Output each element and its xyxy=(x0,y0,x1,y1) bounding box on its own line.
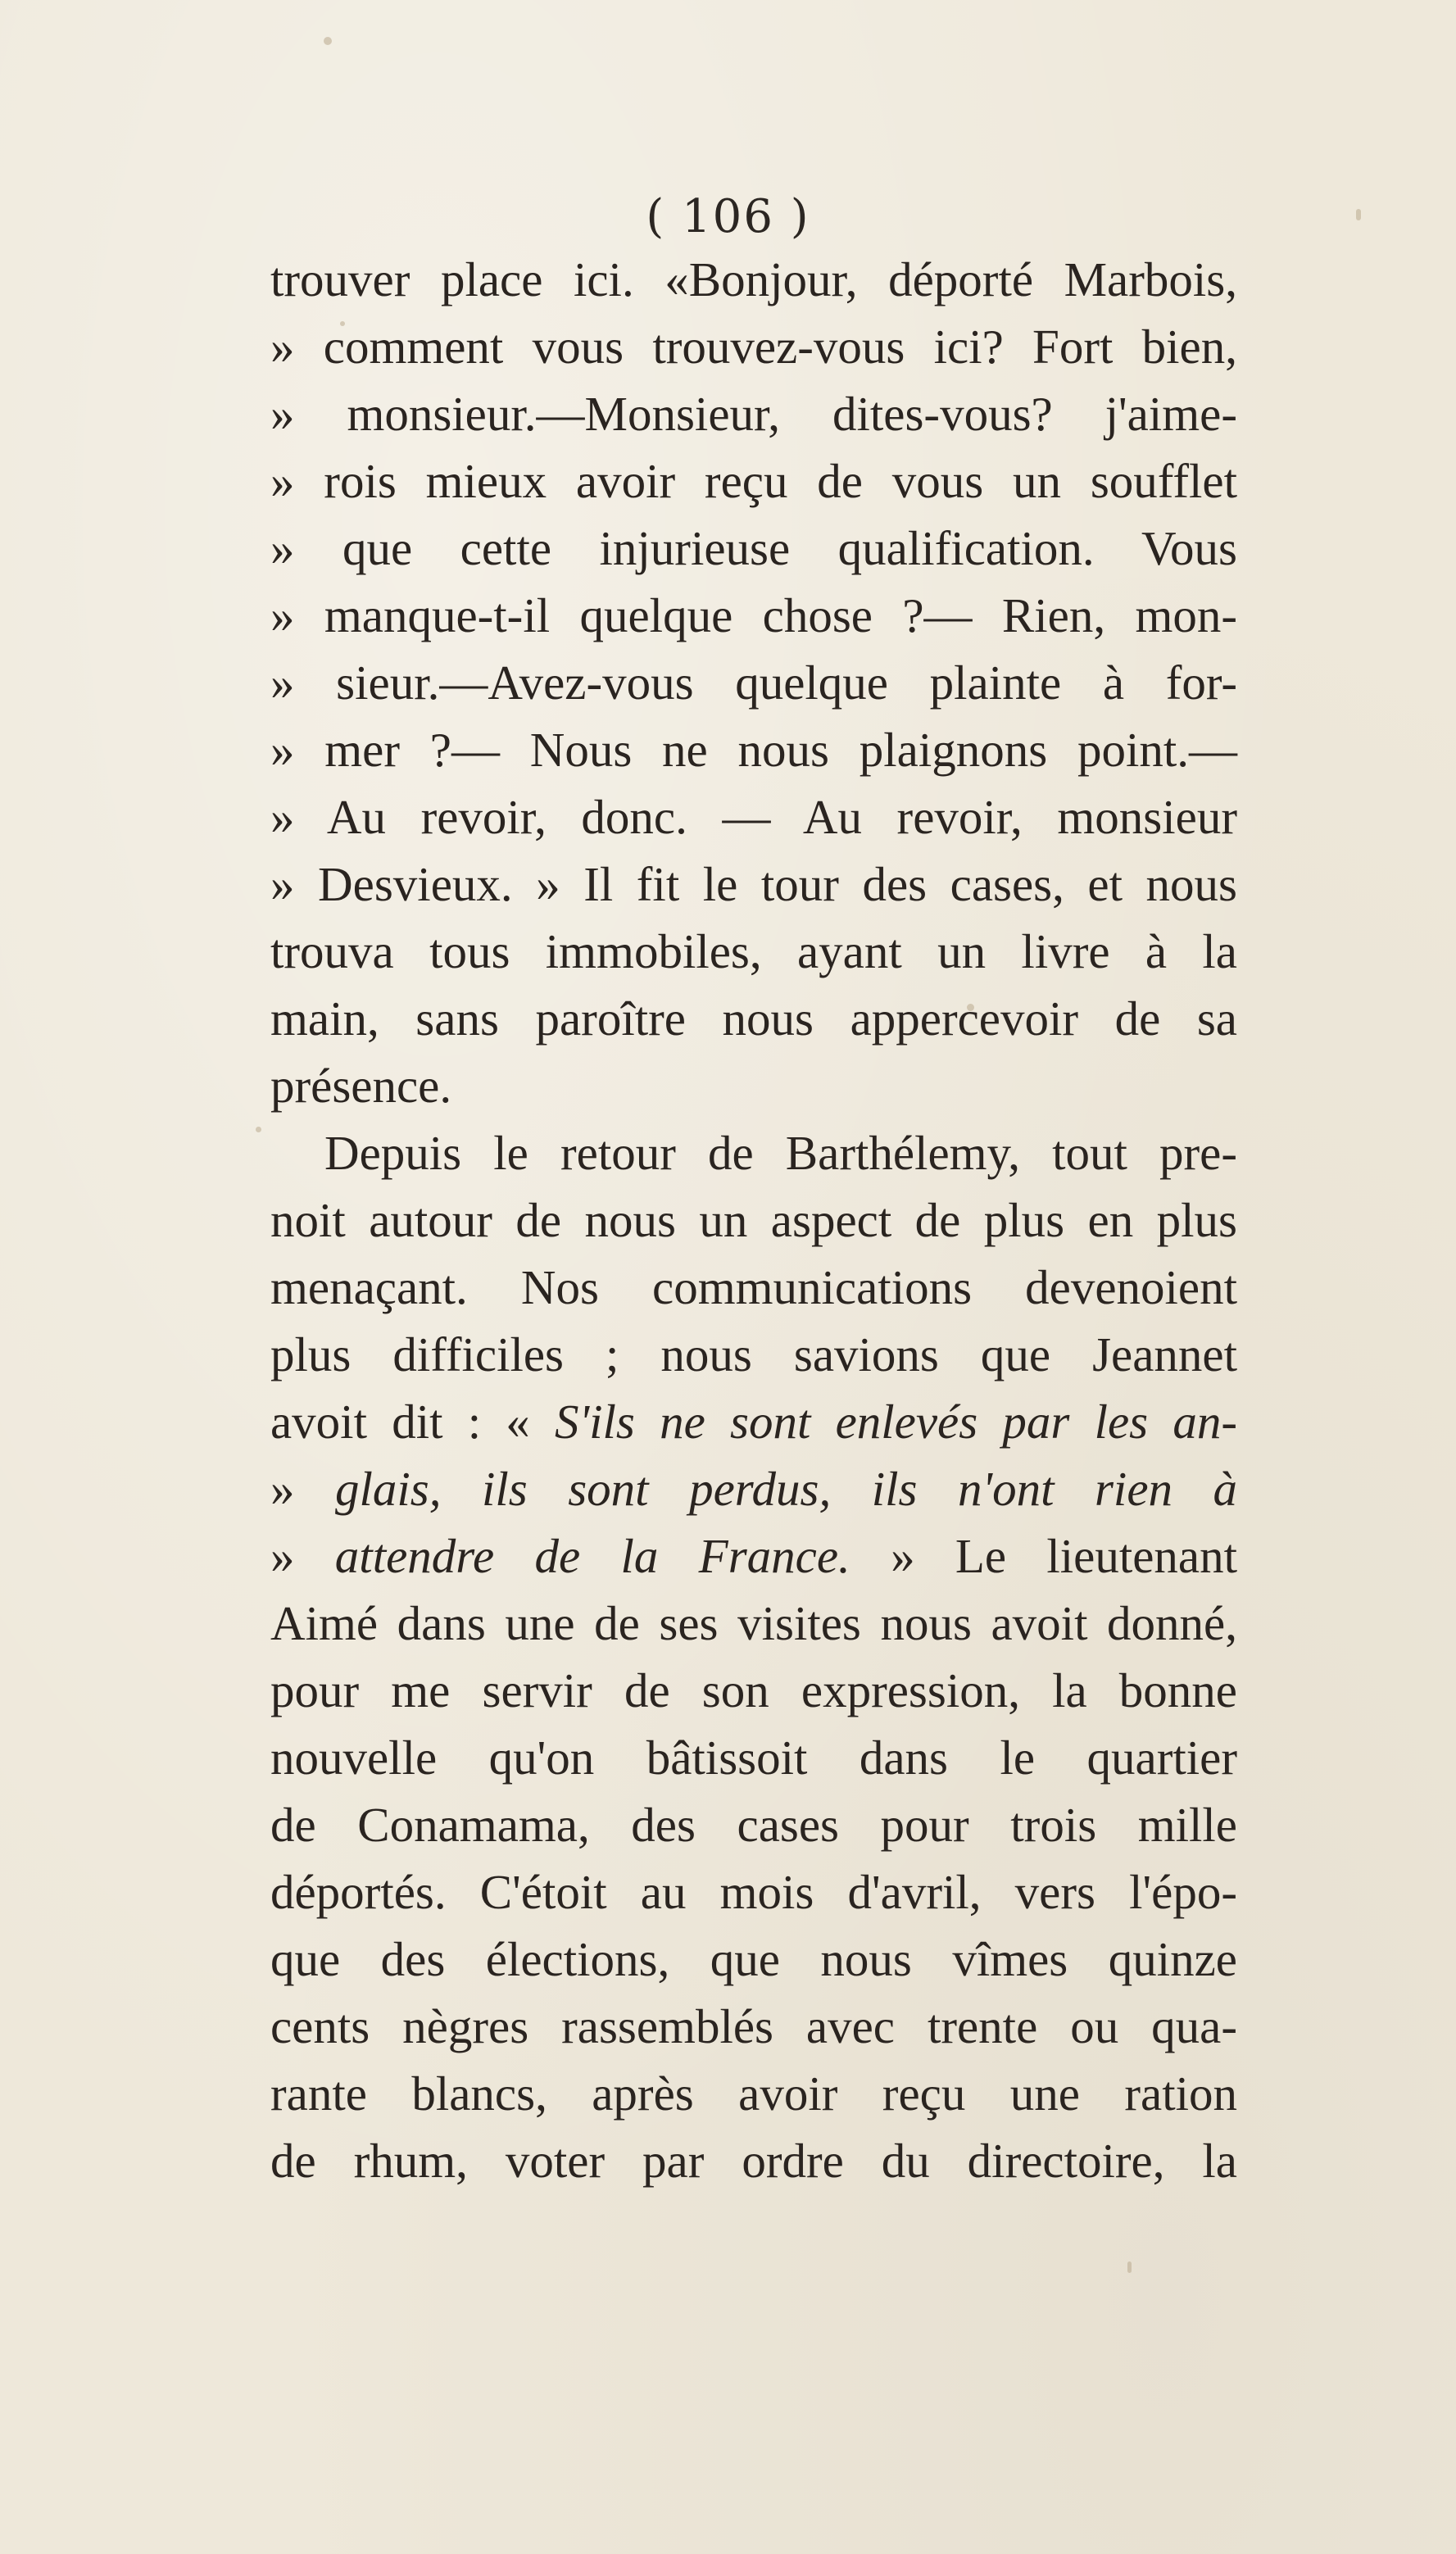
text-line: présence. xyxy=(270,1059,452,1113)
text-line: noit autour de nous un aspect de plus en plus xyxy=(270,1193,1237,1247)
text-line: que des élections, que nous vîmes quinze xyxy=(270,1932,1237,1986)
text-line: » monsieur.—Monsieur, dites-vous? j'aime- xyxy=(270,387,1237,441)
text-line: » manque-t-il quelque chose ?— Rien, mon- xyxy=(270,588,1237,642)
text-line: menaçant. Nos communications devenoient xyxy=(270,1260,1237,1314)
paper-speck xyxy=(256,1127,261,1132)
text-line xyxy=(270,1455,1237,1522)
text-line: pour me servir de son expression, la bonne xyxy=(270,1663,1237,1717)
italic-quote: attendre de la France. xyxy=(334,1529,850,1583)
text-line: plus difficiles ; nous savions que Jeannet xyxy=(270,1327,1237,1381)
text-line: » comment vous trouvez-vous ici? Fort bien, xyxy=(270,320,1237,374)
text-line: de rhum, voter par ordre du directoire, la xyxy=(270,2134,1237,2188)
text-line: cents nègres rassemblés avec trente ou qua- xyxy=(270,1999,1237,2053)
text-line: » Desvieux. » Il fit le tour des cases, et nous xyxy=(270,857,1237,911)
text-segment: avoit dit : « xyxy=(270,1395,556,1449)
text-line: de Conamama, des cases pour trois mille xyxy=(270,1798,1237,1852)
page-number: ( 106 ) xyxy=(646,190,810,243)
text-line xyxy=(270,1522,1237,1590)
body-text xyxy=(270,246,1237,2194)
paragraph-start-line: Depuis le retour de Barthélemy, tout pre- xyxy=(324,1126,1237,1180)
text-line: » mer ?— Nous ne nous plaignons point.— xyxy=(270,723,1237,777)
text-segment: » xyxy=(270,1462,335,1516)
text-line: trouva tous immobiles, ayant un livre à la xyxy=(270,924,1237,978)
text-line: » sieur.—Avez-vous quelque plainte à for- xyxy=(270,656,1237,710)
text-line: » que cette injurieuse qualification. Vous xyxy=(270,521,1237,575)
paper-speck xyxy=(1127,2261,1132,2273)
paper-speck xyxy=(324,37,332,45)
text-line: rante blancs, après avoir reçu une ration xyxy=(270,2066,1237,2121)
text-line xyxy=(270,1388,1237,1455)
text-line: déportés. C'étoit au mois d'avril, vers l'épo- xyxy=(270,1865,1237,1919)
italic-quote: S'ils ne sont enlevés par les an- xyxy=(555,1395,1237,1449)
text-line: Aimé dans une de ses visites nous avoit donné, xyxy=(270,1596,1237,1650)
text-line: trouver place ici. «Bonjour, déporté Marbois, xyxy=(270,252,1237,306)
text-line: main, sans paroître nous appercevoir de sa xyxy=(270,991,1237,1046)
text-line: » Au revoir, donc. — Au revoir, monsieur xyxy=(270,790,1237,844)
italic-quote: glais, ils sont perdus, ils n'ont rien à xyxy=(335,1462,1237,1516)
text-segment: » Le lieutenant xyxy=(850,1529,1238,1583)
text-segment: » xyxy=(270,1529,335,1583)
text-line: » rois mieux avoir reçu de vous un soufflet xyxy=(270,454,1237,508)
text-line: nouvelle qu'on bâtissoit dans le quartier xyxy=(270,1731,1237,1785)
